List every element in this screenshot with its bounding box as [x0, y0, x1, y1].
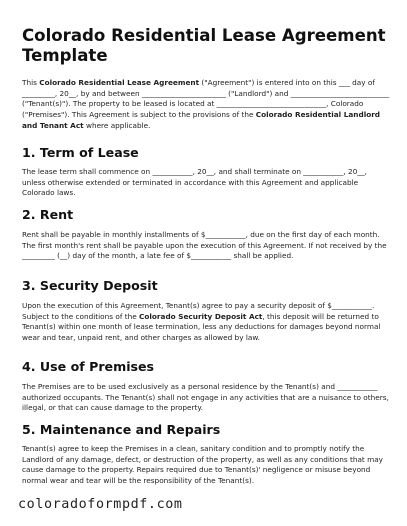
section-text-rent: Rent shall be payable in monthly installments of $___________, due on the first day of each month. The first month's rent shall be payable upon the execution of this Agreement. If not received by the _________ (__) day of the month, a late fee of $___________ shall be applied. [22, 230, 387, 261]
intro-text: where applicable. [83, 120, 151, 130]
section-text-security-deposit [22, 301, 390, 344]
intro-bold-agreement-name: Colorado Residential Lease Agreement [39, 78, 200, 87]
intro-paragraph [22, 78, 390, 132]
section-heading-maintenance: 5. Maintenance and Repairs [22, 422, 221, 437]
section-heading-rent: 2. Rent [22, 207, 74, 222]
section-text-maintenance: Tenant(s) agree to keep the Premises in a clean, sanitary condition and to promptly notify the Landlord of any damage, defect, or destruction of the property, as well as any conditions that may cause damage to the property. Repairs required due to Tenant(s)' negligence or misuse beyond normal wear and tear will be the responsibility of the Tenant(s). [22, 444, 383, 486]
intro-bold-act-name: Colorado Residential Landlord and Tenant Act [22, 110, 381, 130]
section-heading-term: 1. Term of Lease [22, 145, 139, 160]
section-text-term: The lease term shall commence on ___________, 20__, and shall terminate on ___________, 20__, unless otherwise extended or terminated in accordance with this Agreement and applicable Colorado laws. [22, 167, 367, 198]
section-heading-security-deposit: 3. Security Deposit [22, 278, 158, 293]
deposit-text: Upon the execution of this Agreement, Tenant(s) agree to pay a security deposit of $___________. Subject to the conditions of the [22, 301, 375, 321]
section-text-use-of-premises: The Premises are to be used exclusively as a personal residence by the Tenant(s) and ___________ authorized occupants. The Tenant(s) shall not engage in any activities that are a nuisance to others, illegal, or that can cause damage to the property. [22, 382, 389, 413]
deposit-bold-act-name: Colorado Security Deposit Act [139, 311, 263, 321]
intro-text: ("Agreement") is entered into on this ___ day of _________, 20__, by and between _______________________ ("Landlord") and ___________________________ ("Tenant(s)"). The property to be leased is located at ______________________________, Colorado ("Premises"). This Agreement is subject to the provisions of the [22, 78, 390, 120]
intro-text: This [22, 78, 40, 87]
footer-watermark: coloradoformpdf.com [18, 497, 183, 512]
deposit-text: , this deposit will be returned to Tenant(s) within one month of lease termination, less any deductions for damages beyond normal wear and tear, unpaid rent, and other charges as allowed by law. [22, 311, 381, 343]
section-heading-use-of-premises: 4. Use of Premises [22, 359, 155, 374]
document-title: Colorado Residential Lease Agreement Template [22, 26, 386, 65]
